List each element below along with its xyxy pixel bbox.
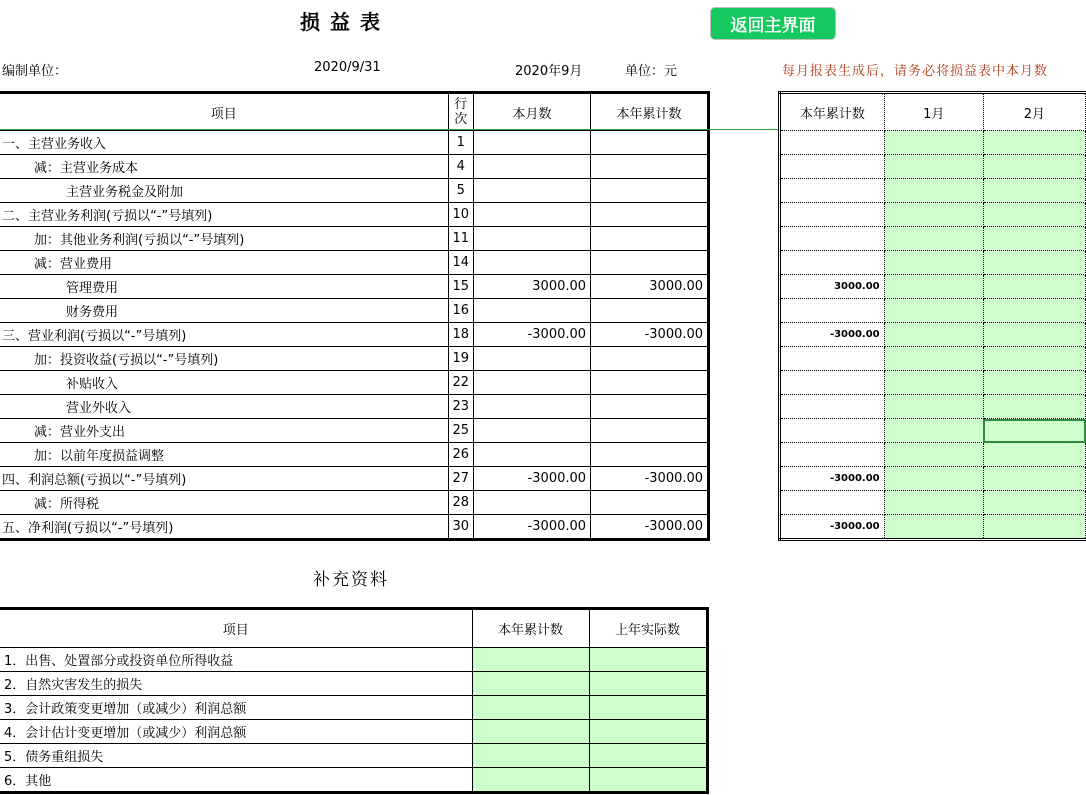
- item-cell[interactable]: 1．出售、处置部分或投资单位所得收益: [0, 648, 472, 672]
- table-row: [780, 419, 1086, 443]
- table-row: [0, 371, 709, 395]
- item-cell[interactable]: 四、利润总额(亏损以“-”号填列): [0, 467, 448, 491]
- month-cell[interactable]: [474, 131, 591, 155]
- ytd-cell[interactable]: [591, 443, 709, 467]
- jan-cell[interactable]: [884, 299, 983, 323]
- ytd-cell[interactable]: [472, 720, 589, 744]
- line-cell[interactable]: 26: [448, 443, 474, 467]
- item-cell[interactable]: 3．会计政策变更增加（或减少）利润总额: [0, 696, 472, 720]
- line-cell[interactable]: 30: [448, 515, 474, 540]
- ytd-cell[interactable]: -3000.00: [780, 323, 885, 347]
- ytd-cell[interactable]: [591, 395, 709, 419]
- feb-cell[interactable]: [983, 419, 1085, 443]
- month-cell[interactable]: [474, 251, 591, 275]
- item-cell[interactable]: 2．自然灾害发生的损失: [0, 672, 472, 696]
- line-cell[interactable]: 5: [448, 179, 474, 203]
- ytd-cell[interactable]: [780, 251, 885, 275]
- table-row: [780, 491, 1086, 515]
- table-row: [0, 203, 709, 227]
- jan-cell[interactable]: [884, 515, 983, 540]
- ytd-cell[interactable]: [472, 768, 589, 793]
- feb-cell[interactable]: [983, 371, 1085, 395]
- feb-cell[interactable]: [983, 467, 1085, 491]
- ytd-cell[interactable]: 3000.00: [591, 275, 709, 299]
- month-cell[interactable]: [474, 203, 591, 227]
- ytd-cell[interactable]: [591, 491, 709, 515]
- feb-cell[interactable]: [983, 515, 1085, 540]
- ytd-cell[interactable]: [591, 203, 709, 227]
- item-cell[interactable]: 主营业务税金及附加: [0, 179, 448, 203]
- table-row: [0, 515, 709, 540]
- jan-cell[interactable]: [884, 371, 983, 395]
- ytd-cell[interactable]: -3000.00: [780, 467, 885, 491]
- feb-cell[interactable]: [983, 491, 1085, 515]
- ytd-cell[interactable]: [780, 443, 885, 467]
- table-row: [780, 467, 1086, 491]
- table-row: [780, 443, 1086, 467]
- ytd-cell[interactable]: [780, 419, 885, 443]
- item-cell[interactable]: 补贴收入: [0, 371, 448, 395]
- report-period: 2020年9月: [515, 64, 583, 79]
- line-cell[interactable]: 15: [448, 275, 474, 299]
- ytd-cell[interactable]: [591, 227, 709, 251]
- ytd-cell[interactable]: [591, 371, 709, 395]
- table-row: [0, 491, 709, 515]
- ytd-cell[interactable]: [780, 371, 885, 395]
- table-row: [0, 720, 707, 744]
- col-line: 行次: [448, 93, 474, 131]
- table-row: [0, 768, 707, 793]
- table-row: [780, 251, 1086, 275]
- table-row: [780, 155, 1086, 179]
- line-cell[interactable]: 16: [448, 299, 474, 323]
- ytd-cell[interactable]: [591, 179, 709, 203]
- ytd-cell[interactable]: [780, 491, 885, 515]
- line-cell[interactable]: 4: [448, 155, 474, 179]
- ytd-cell[interactable]: [780, 155, 885, 179]
- ytd-cell[interactable]: [780, 179, 885, 203]
- feb-cell[interactable]: [983, 227, 1085, 251]
- table-row: [0, 648, 707, 672]
- table-row: [0, 395, 709, 419]
- table-row: [0, 744, 707, 768]
- ytd-cell[interactable]: 3000.00: [780, 275, 885, 299]
- ytd-cell[interactable]: [472, 696, 589, 720]
- col-jan: 1月: [884, 93, 983, 131]
- feb-cell[interactable]: [983, 323, 1085, 347]
- month-cell[interactable]: 3000.00: [474, 275, 591, 299]
- feb-cell[interactable]: [983, 275, 1085, 299]
- table-row: [0, 275, 709, 299]
- report-date: 2020/9/31: [314, 60, 381, 75]
- item-cell[interactable]: 三、营业利润(亏损以“-”号填列): [0, 323, 448, 347]
- col-feb: 2月: [983, 93, 1085, 131]
- table-row: [0, 443, 709, 467]
- ytd-cell[interactable]: -3000.00: [780, 515, 885, 540]
- item-cell[interactable]: 减：主营业务成本: [0, 155, 448, 179]
- table-row: [780, 323, 1086, 347]
- table-row: [0, 672, 707, 696]
- ytd-cell[interactable]: [780, 395, 885, 419]
- ytd-cell[interactable]: [780, 347, 885, 371]
- income-statement-table: [0, 91, 710, 541]
- table-row: [780, 203, 1086, 227]
- ytd-cell[interactable]: [780, 227, 885, 251]
- prev-year-cell[interactable]: [589, 648, 707, 672]
- table-row: [780, 179, 1086, 203]
- jan-cell[interactable]: [884, 347, 983, 371]
- feb-cell[interactable]: [983, 203, 1085, 227]
- month-cell[interactable]: [474, 443, 591, 467]
- header-row: [0, 93, 709, 131]
- table-row: [0, 467, 709, 491]
- prev-year-cell[interactable]: [589, 696, 707, 720]
- feb-cell[interactable]: [983, 251, 1085, 275]
- item-cell[interactable]: 营业外收入: [0, 395, 448, 419]
- table-row: [0, 251, 709, 275]
- item-cell[interactable]: 减：所得税: [0, 491, 448, 515]
- month-cell[interactable]: -3000.00: [474, 515, 591, 540]
- item-cell[interactable]: 4．会计估计变更增加（或减少）利润总额: [0, 720, 472, 744]
- ytd-cell[interactable]: [780, 203, 885, 227]
- ytd-cell[interactable]: [780, 299, 885, 323]
- jan-cell[interactable]: [884, 227, 983, 251]
- item-cell[interactable]: 5．债务重组损失: [0, 744, 472, 768]
- item-cell[interactable]: 减：营业费用: [0, 251, 448, 275]
- table-row: [780, 515, 1086, 540]
- feb-cell[interactable]: [983, 347, 1085, 371]
- jan-cell[interactable]: [884, 155, 983, 179]
- ytd-cell[interactable]: -3000.00: [591, 515, 709, 540]
- line-cell[interactable]: 19: [448, 347, 474, 371]
- unit-label: 单位：元: [625, 64, 678, 79]
- col-ytd: 本年累计数: [591, 93, 709, 131]
- table-row: [0, 179, 709, 203]
- line-cell[interactable]: 23: [448, 395, 474, 419]
- line-cell[interactable]: 25: [448, 419, 474, 443]
- feb-cell[interactable]: [983, 131, 1085, 155]
- table-row: [0, 696, 707, 720]
- back-to-main-button[interactable]: 返回主界面: [710, 7, 836, 40]
- month-cell[interactable]: [474, 227, 591, 251]
- ytd-cell[interactable]: [591, 419, 709, 443]
- item-cell[interactable]: 加：以前年度损益调整: [0, 443, 448, 467]
- col-month: 本月数: [474, 93, 591, 131]
- jan-cell[interactable]: [884, 251, 983, 275]
- jan-cell[interactable]: [884, 491, 983, 515]
- ytd-cell[interactable]: -3000.00: [591, 323, 709, 347]
- jan-cell[interactable]: [884, 467, 983, 491]
- ytd-cell[interactable]: [780, 131, 885, 155]
- col-item: 项目: [0, 93, 448, 131]
- line-cell[interactable]: 14: [448, 251, 474, 275]
- item-cell[interactable]: 加：投资收益(亏损以“-”号填列): [0, 347, 448, 371]
- month-cell[interactable]: [474, 299, 591, 323]
- ytd-cell[interactable]: [591, 299, 709, 323]
- supplement-title: 补充资料: [313, 570, 389, 590]
- feb-cell[interactable]: [983, 395, 1085, 419]
- supplement-table: [0, 607, 709, 794]
- item-cell[interactable]: 6．其他: [0, 768, 472, 793]
- month-cell[interactable]: -3000.00: [474, 467, 591, 491]
- month-cell[interactable]: -3000.00: [474, 323, 591, 347]
- line-cell[interactable]: 10: [448, 203, 474, 227]
- feb-cell[interactable]: [983, 443, 1085, 467]
- item-cell[interactable]: 加：其他业务利润(亏损以“-”号填列): [0, 227, 448, 251]
- feb-cell[interactable]: [983, 179, 1085, 203]
- jan-cell[interactable]: [884, 443, 983, 467]
- item-cell[interactable]: 一、主营业务收入: [0, 131, 448, 155]
- ytd-cell[interactable]: -3000.00: [591, 467, 709, 491]
- line-cell[interactable]: 1: [448, 131, 474, 155]
- line-cell[interactable]: 28: [448, 491, 474, 515]
- table-row: [780, 395, 1086, 419]
- table-row: [0, 323, 709, 347]
- table-row: [0, 227, 709, 251]
- page-title: 损益表: [300, 10, 390, 34]
- item-cell[interactable]: 管理费用: [0, 275, 448, 299]
- ytd-cell[interactable]: [472, 744, 589, 768]
- freeze-pane-line: [0, 129, 778, 130]
- line-cell[interactable]: 27: [448, 467, 474, 491]
- jan-cell[interactable]: [884, 395, 983, 419]
- table-row: [0, 155, 709, 179]
- line-cell[interactable]: 22: [448, 371, 474, 395]
- table-row: [0, 347, 709, 371]
- ytd-cell[interactable]: [591, 251, 709, 275]
- month-cell[interactable]: [474, 179, 591, 203]
- table-row: [0, 299, 709, 323]
- prev-year-cell[interactable]: [589, 744, 707, 768]
- month-cell[interactable]: [474, 419, 591, 443]
- jan-cell[interactable]: [884, 131, 983, 155]
- jan-cell[interactable]: [884, 275, 983, 299]
- org-label: 编制单位：: [2, 64, 68, 79]
- ytd-cell[interactable]: [472, 672, 589, 696]
- item-cell[interactable]: 五、净利润(亏损以“-”号填列): [0, 515, 448, 540]
- month-cell[interactable]: [474, 371, 591, 395]
- table-row: [780, 371, 1086, 395]
- table-row: [780, 347, 1086, 371]
- ytd-cell[interactable]: [591, 131, 709, 155]
- col-prev-year: 上年实际数: [589, 609, 707, 648]
- line-cell[interactable]: 18: [448, 323, 474, 347]
- month-cell[interactable]: [474, 395, 591, 419]
- col-item: 项目: [0, 609, 472, 648]
- ytd-cell[interactable]: [472, 648, 589, 672]
- jan-cell[interactable]: [884, 419, 983, 443]
- item-cell[interactable]: 财务费用: [0, 299, 448, 323]
- jan-cell[interactable]: [884, 323, 983, 347]
- jan-cell[interactable]: [884, 203, 983, 227]
- prev-year-cell[interactable]: [589, 672, 707, 696]
- month-cell[interactable]: [474, 347, 591, 371]
- table-row: [0, 419, 709, 443]
- month-cell[interactable]: [474, 155, 591, 179]
- prev-year-cell[interactable]: [589, 720, 707, 744]
- ytd-cell[interactable]: [591, 347, 709, 371]
- prev-year-cell[interactable]: [589, 768, 707, 793]
- table-row: [780, 227, 1086, 251]
- table-row: [780, 131, 1086, 155]
- ytd-cell[interactable]: [591, 155, 709, 179]
- item-cell[interactable]: 减：营业外支出: [0, 419, 448, 443]
- item-cell[interactable]: 二、主营业务利润(亏损以“-”号填列): [0, 203, 448, 227]
- table-row: [0, 131, 709, 155]
- jan-cell[interactable]: [884, 179, 983, 203]
- col-ytd: 本年累计数: [472, 609, 589, 648]
- col-ytd: 本年累计数: [780, 93, 885, 131]
- table-row: [780, 275, 1086, 299]
- table-row: [780, 299, 1086, 323]
- feb-cell[interactable]: [983, 155, 1085, 179]
- instruction-note: 每月报表生成后，请务必将损益表中本月数: [782, 64, 1049, 79]
- month-cell[interactable]: [474, 491, 591, 515]
- monthly-table: [778, 91, 1086, 541]
- line-cell[interactable]: 11: [448, 227, 474, 251]
- feb-cell[interactable]: [983, 299, 1085, 323]
